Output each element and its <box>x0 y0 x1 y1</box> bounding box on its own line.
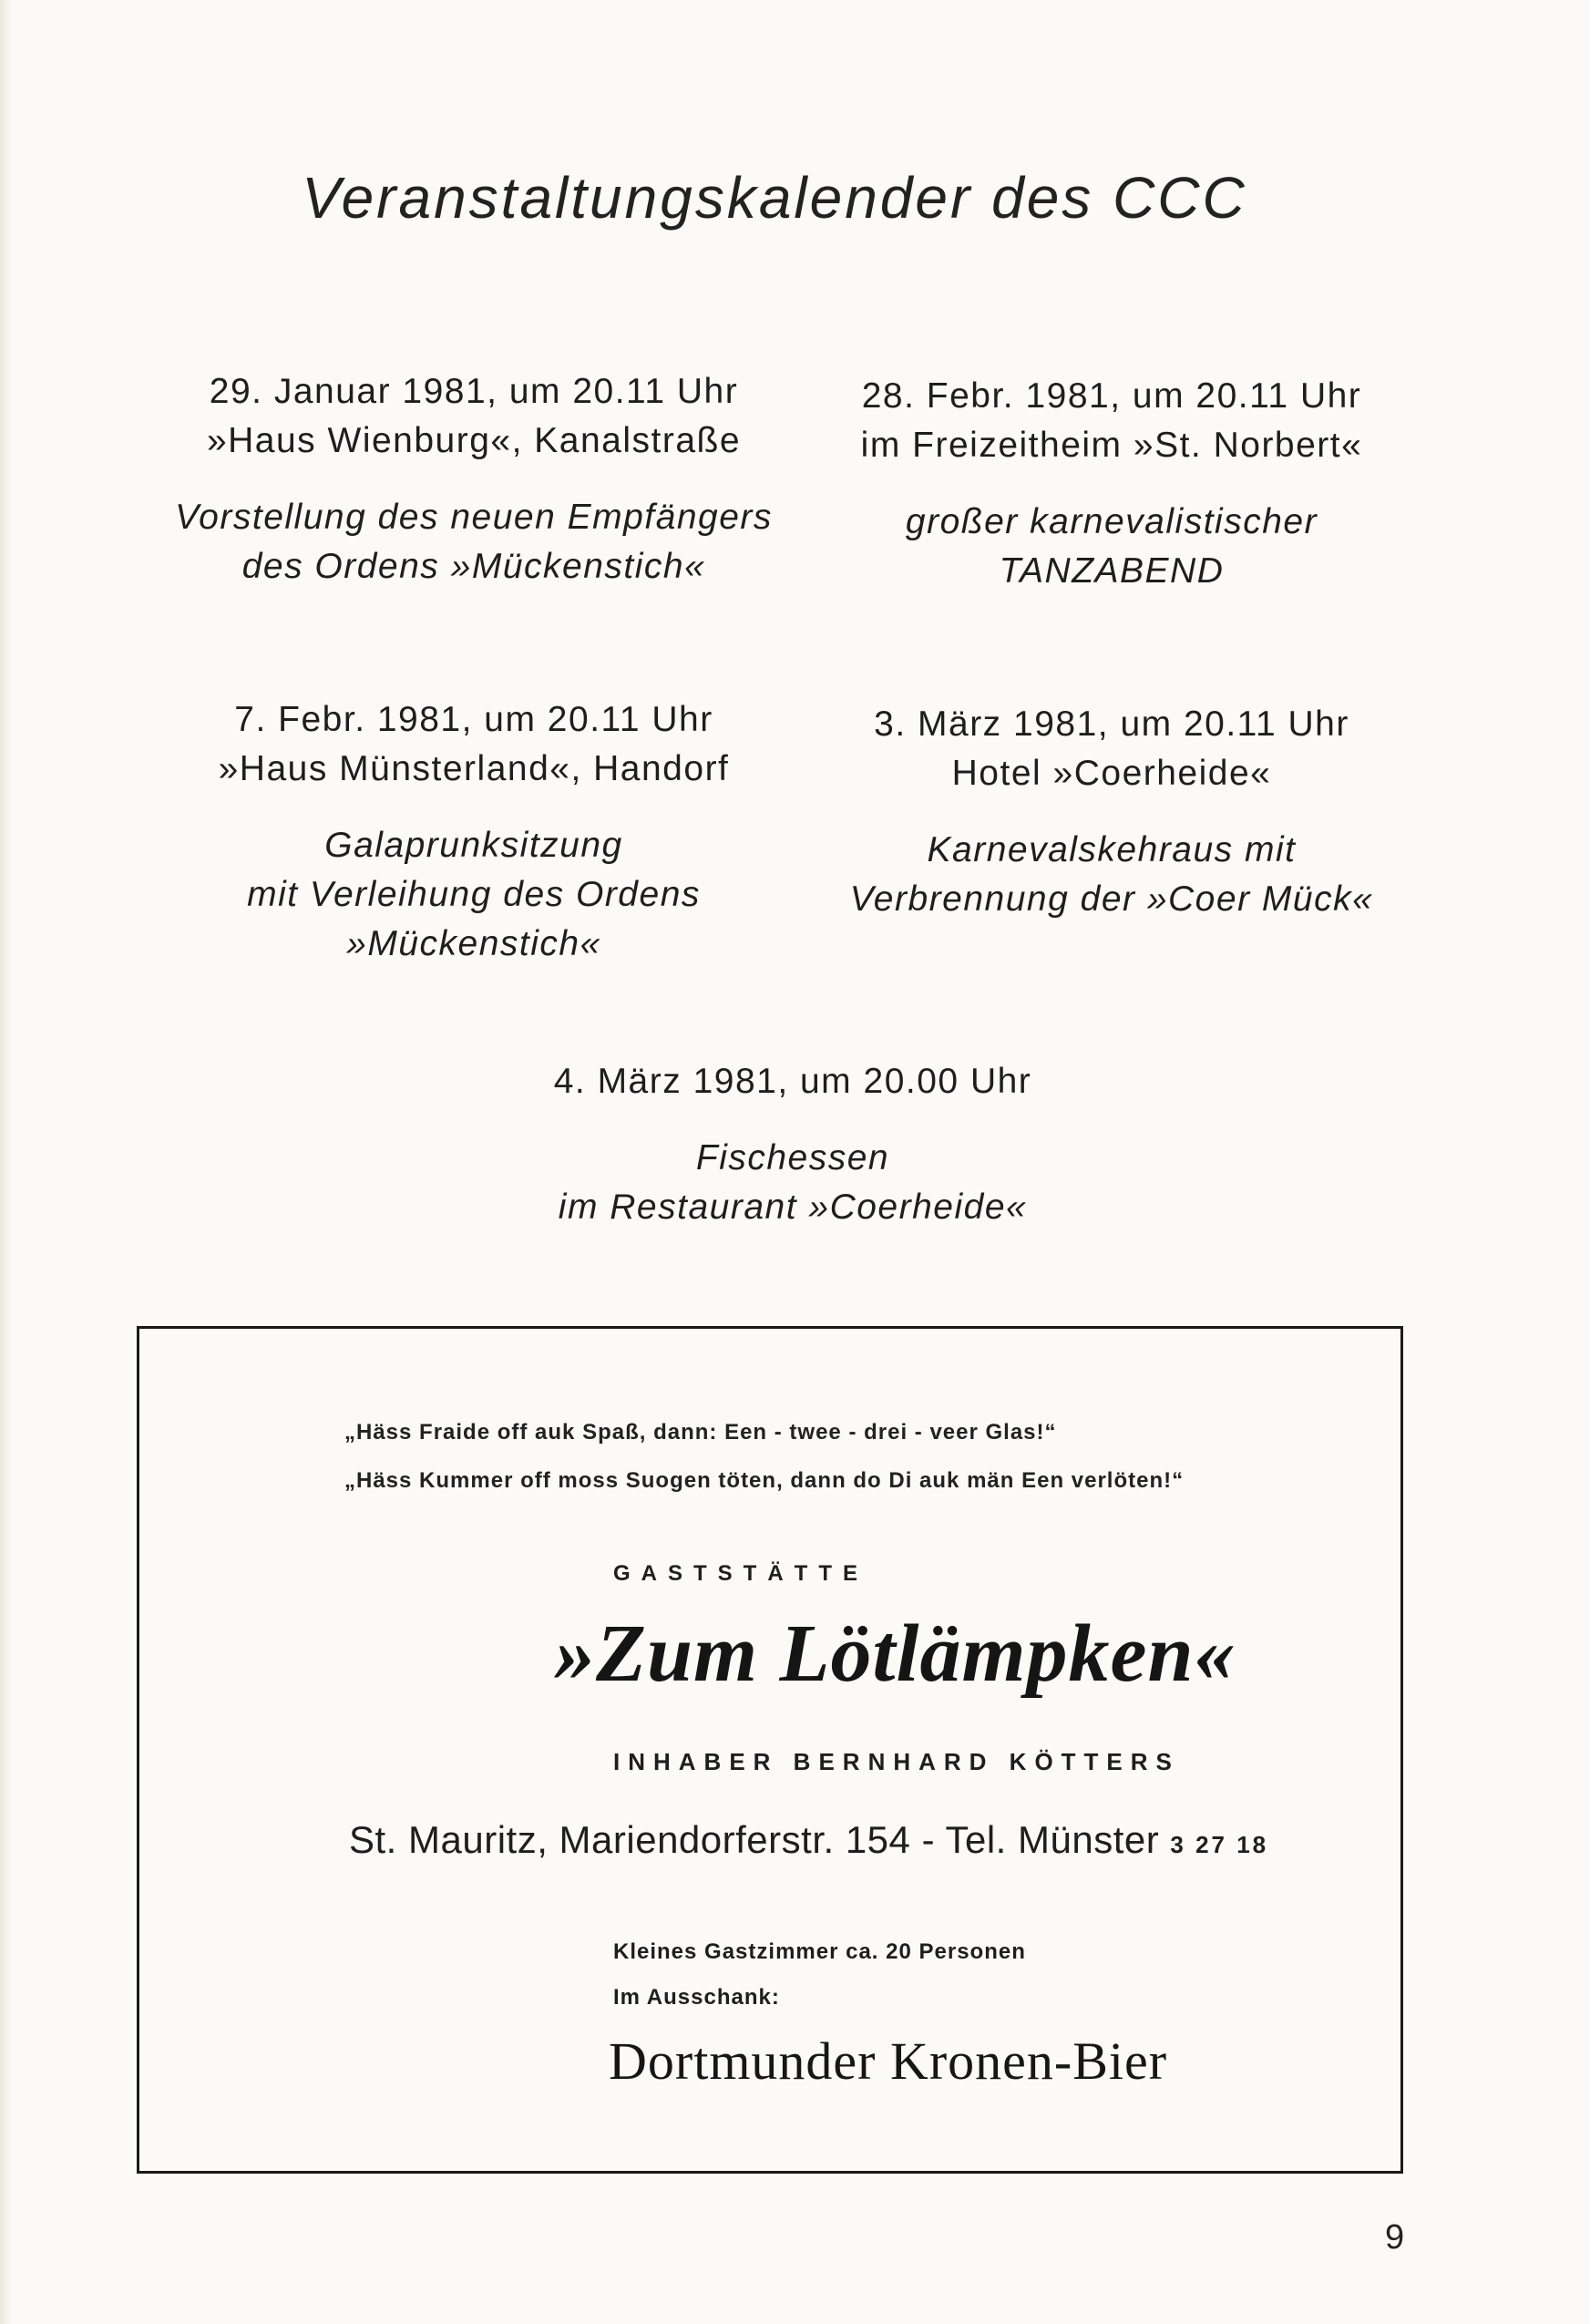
event-description-line: TANZABEND <box>999 551 1225 591</box>
event-description-line: »Mückenstich« <box>346 924 601 963</box>
event-description-line: Fischessen <box>695 1138 890 1177</box>
event-description <box>164 821 784 969</box>
event-location: Hotel »Coerheide« <box>951 754 1272 793</box>
event-location: »Haus Münsterland«, Handorf <box>218 749 730 788</box>
ad-quote-1: „Häss Fraide off auk Spaß, dann: Een - twee - drei - veer Glas!“ <box>344 1420 1057 1445</box>
event-description-line: großer karnevalistischer <box>905 502 1318 541</box>
ad-quote-2: „Häss Kummer off moss Suogen töten, dann do Di auk män Een verlöten!“ <box>344 1468 1185 1493</box>
event-description-line: Verbrennung der »Coer Mück« <box>849 879 1374 919</box>
event-location: »Haus Wienburg«, Kanalstraße <box>206 421 742 460</box>
event-description-line: im Restaurant »Coerheide« <box>558 1188 1028 1227</box>
event-date: 29. Januar 1981, um 20.11 Uhr <box>209 372 739 411</box>
page-number: 9 <box>1385 2218 1405 2257</box>
page-title: Veranstaltungskalender des CCC <box>302 165 1247 231</box>
event-2 <box>802 372 1421 596</box>
ad-address: St. Mauritz, Mariendorferstr. 154 - Tel. Münster <box>349 1818 1160 1861</box>
ad-label: GASTSTÄTTE <box>613 1561 868 1586</box>
event-description-line: Galaprunksitzung <box>324 826 623 865</box>
event-description <box>802 498 1421 596</box>
event-description-line: mit Verleihung des Ordens <box>247 875 701 914</box>
ad-address-line <box>349 1818 1268 1862</box>
event-4 <box>802 700 1421 924</box>
event-date: 28. Febr. 1981, um 20.11 Uhr <box>861 376 1362 416</box>
ad-room-info: Kleines Gastzimmer ca. 20 Personen <box>613 1939 1026 1964</box>
ad-beer: Dortmunder Kronen-Bier <box>609 2031 1168 2091</box>
event-date: 3. März 1981, um 20.11 Uhr <box>874 704 1349 744</box>
ad-tap-label: Im Ausschank: <box>613 1985 780 2010</box>
event-1 <box>164 367 784 591</box>
event-description-line: des Ordens »Mückenstich« <box>241 547 706 586</box>
ad-owner: INHABER BERNHARD KÖTTERS <box>613 1748 1180 1775</box>
event-description <box>164 493 784 591</box>
restaurant-name: »Zum Lötlämpken« <box>554 1609 1236 1699</box>
event-date: 4. März 1981, um 20.00 Uhr <box>553 1062 1032 1101</box>
event-location: im Freizeitheim »St. Norbert« <box>860 426 1363 465</box>
event-description <box>428 1134 1157 1232</box>
page-edge <box>0 0 13 2324</box>
event-date: 7. Febr. 1981, um 20.11 Uhr <box>234 700 713 739</box>
ad-phone: 3 27 18 <box>1170 1831 1269 1858</box>
event-description <box>802 826 1421 924</box>
event-3 <box>164 695 784 969</box>
event-description-line: Karnevalskehraus mit <box>927 830 1297 869</box>
advertisement-box <box>137 1326 1403 2174</box>
event-description-line: Vorstellung des neuen Empfängers <box>175 498 773 537</box>
event-5 <box>428 1057 1157 1232</box>
